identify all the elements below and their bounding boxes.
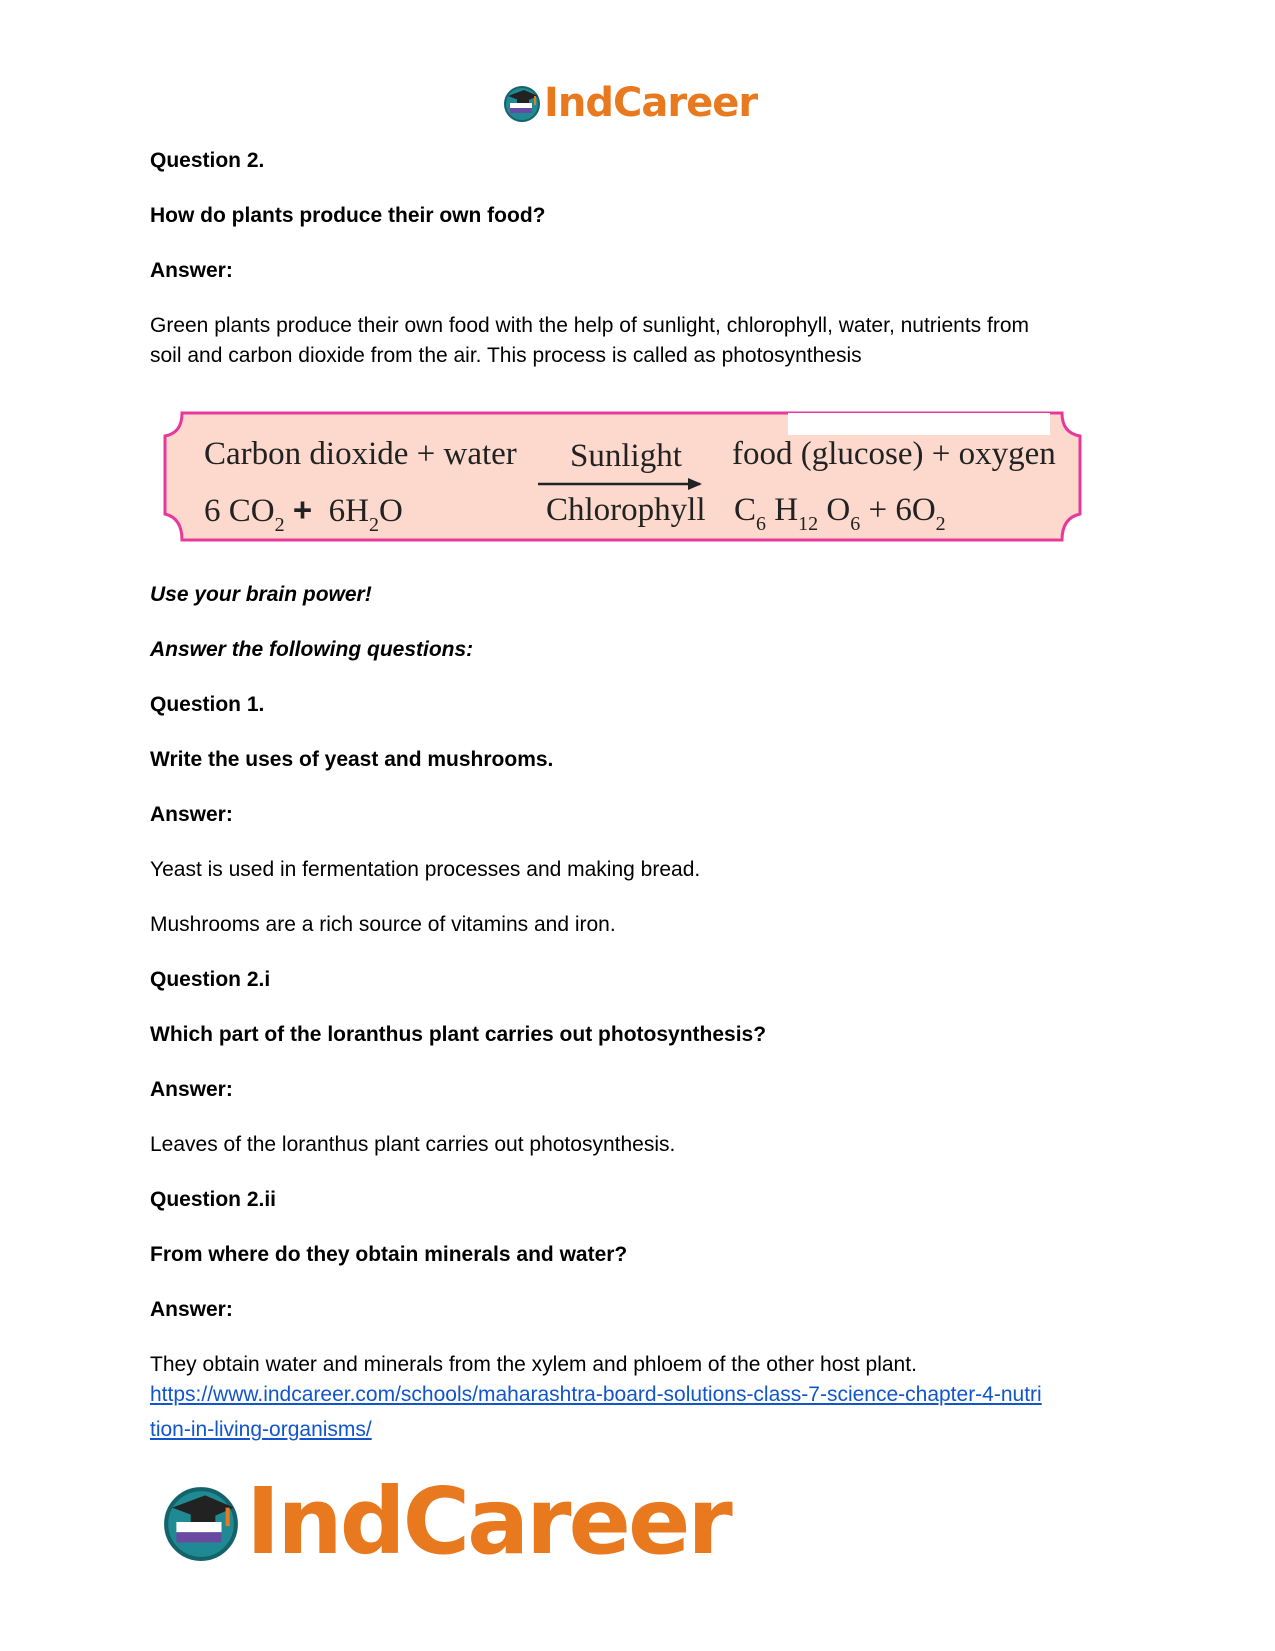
equation-reactants-formula: 6 $CO_2 + 6H_2O$: [204, 491, 403, 536]
logo-text: IndCareer: [246, 1468, 730, 1575]
answer-text: Leaves of the loranthus plant carries out photosynthesis.: [150, 1133, 676, 1156]
section-heading-brain-power: Use your brain power!: [150, 583, 372, 606]
question-heading: Question 2.i: [150, 968, 271, 991]
question-text: Which part of the loranthus plant carries out photosynthesis?: [150, 1023, 767, 1046]
question-text: Write the uses of yeast and mushrooms.: [150, 748, 554, 771]
answer-text: Mushrooms are a rich source of vitamins and iron.: [150, 913, 616, 936]
answer-label: Answer:: [150, 803, 233, 826]
answer-label: Answer:: [150, 1298, 233, 1321]
equation-products-formula: $C_6$ $H_{12}$ $O_6 + 6O_2$: [734, 492, 946, 535]
equation-condition-sunlight: Sunlight: [570, 438, 682, 474]
question-heading: Question 1.: [150, 693, 265, 716]
answer-text-line-1: Green plants produce their own food with the help of sunlight, chlorophyll, water, nutrients from: [150, 314, 1029, 337]
answer-label: Answer:: [150, 1078, 233, 1101]
graduation-globe-icon: [160, 1481, 242, 1563]
question-heading: Question 2.: [150, 149, 265, 172]
answer-text: Yeast is used in fermentation processes and making bread.: [150, 858, 701, 881]
indcareer-logo-bottom[interactable]: [160, 1468, 730, 1575]
indcareer-logo-top[interactable]: [502, 80, 757, 126]
section-subheading: Answer the following questions:: [150, 638, 474, 661]
question-heading: Question 2.ii: [150, 1188, 277, 1211]
equation-reactants-words: Carbon dioxide + water: [204, 436, 517, 472]
question-text: How do plants produce their own food?: [150, 204, 546, 227]
logo-text: IndCareer: [544, 80, 758, 126]
question-text: From where do they obtain minerals and water?: [150, 1243, 628, 1266]
photosynthesis-equation-box: [162, 410, 1082, 544]
graduation-globe-icon: [502, 83, 542, 123]
answer-text-line-2: soil and carbon dioxide from the air. This process is called as photosynthesis: [150, 344, 862, 367]
equation-products-words: food (glucose) + oxygen: [732, 436, 1056, 472]
answer-label: Answer:: [150, 259, 233, 282]
source-link-line-2[interactable]: tion-in-living-organisms/: [150, 1418, 372, 1441]
source-link-line-1[interactable]: https://www.indcareer.com/schools/maharashtra-board-solutions-class-7-science-chapter-4-nutri: [150, 1383, 1042, 1406]
equation-condition-chlorophyll: Chlorophyll: [546, 492, 706, 528]
answer-text: They obtain water and minerals from the xylem and phloem of the other host plant.: [150, 1353, 917, 1376]
